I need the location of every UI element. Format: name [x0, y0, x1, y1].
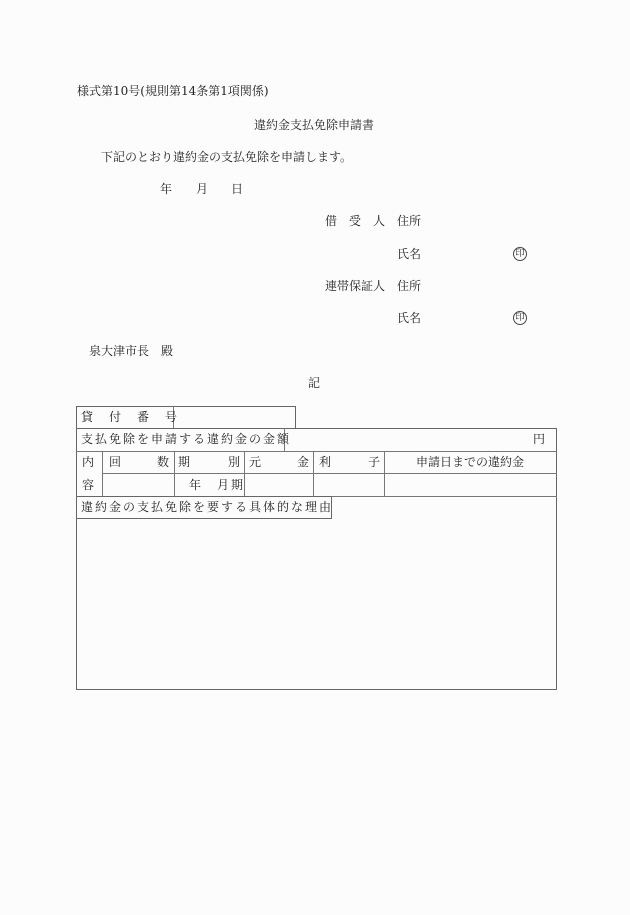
guarantor-role: 連帯保証人 — [325, 279, 386, 293]
document-title: 違約金支払免除申請書 — [254, 118, 375, 132]
date-day: 日 — [231, 182, 244, 196]
guarantor-name-label: 氏名 — [397, 311, 422, 325]
guarantor-seal-icon: 印 — [513, 311, 527, 325]
count-header-b: 数 — [157, 455, 172, 469]
date-year: 年 — [160, 182, 173, 196]
reason-field[interactable] — [77, 520, 555, 688]
guarantor-address-label: 住所 — [397, 279, 422, 293]
amount-field[interactable] — [285, 429, 525, 450]
loan-number-field[interactable] — [174, 407, 295, 428]
amount-label: 支払免除を申請する違約金の金額 — [81, 432, 292, 446]
borrower-address-label: 住所 — [397, 214, 422, 228]
content-label-top: 内 — [82, 455, 97, 469]
count-header-a: 回 — [109, 455, 124, 469]
period-value: 年 月期 — [189, 478, 246, 492]
principal-header-b: 金 — [297, 455, 312, 469]
period-header-a: 期 — [178, 455, 193, 469]
borrower-name-label: 氏名 — [397, 247, 422, 261]
reason-label: 違約金の支払免除を要する具体的な理由 — [81, 500, 334, 514]
amount-unit: 円 — [533, 432, 548, 446]
penalty-field[interactable] — [385, 474, 556, 495]
date-month: 月 — [196, 182, 209, 196]
principal-field[interactable] — [245, 474, 312, 495]
interest-header-b: 子 — [368, 455, 383, 469]
loan-number-label: 貸 付 番 号 — [81, 410, 180, 424]
interest-header-a: 利 — [319, 455, 334, 469]
ki-heading: 記 — [308, 376, 321, 390]
penalty-header: 申請日までの違約金 — [416, 455, 525, 469]
borrower-role: 借 受 人 — [325, 214, 386, 228]
form-number: 様式第10号(規則第14条第1項関係) — [77, 84, 269, 98]
content-label-bottom: 容 — [82, 478, 97, 492]
borrower-seal-icon: 印 — [513, 247, 527, 261]
count-field[interactable] — [103, 474, 173, 495]
intro-text: 下記のとおり違約金の支払免除を申請します。 — [101, 150, 353, 164]
principal-header-a: 元 — [249, 455, 264, 469]
addressee: 泉大津市長 殿 — [89, 344, 174, 358]
period-header-b: 別 — [228, 455, 243, 469]
interest-field[interactable] — [314, 474, 383, 495]
